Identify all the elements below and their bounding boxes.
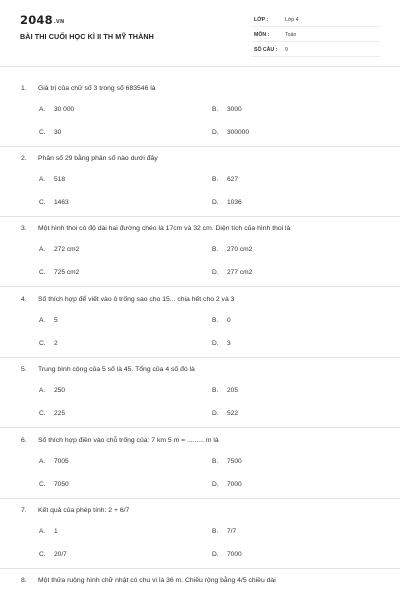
option-letter: D.	[212, 410, 219, 417]
option-b[interactable]	[212, 246, 362, 256]
option-text: 522	[227, 410, 239, 417]
option-letter: C.	[39, 199, 46, 206]
option-text: 7000	[227, 551, 242, 558]
option-text: 5	[54, 317, 58, 324]
option-b[interactable]	[212, 317, 362, 327]
question-8	[0, 569, 400, 600]
option-b[interactable]	[212, 387, 362, 397]
option-letter: D.	[212, 269, 219, 276]
question-text: Một hình thoi có độ dài hai đường chéo là 17cm và 32 cm. Diện tích của hình thoi là	[38, 225, 291, 232]
question-number: 8.	[21, 577, 27, 584]
option-text: 1036	[227, 199, 242, 206]
option-c[interactable]	[39, 269, 189, 279]
option-a[interactable]	[39, 176, 189, 186]
option-letter: A.	[39, 106, 46, 113]
option-text: 7500	[227, 458, 242, 465]
option-text: 272 cm2	[54, 246, 80, 253]
option-b[interactable]	[212, 528, 362, 538]
option-text: 0	[227, 317, 231, 324]
option-text: 1463	[54, 199, 69, 206]
option-c[interactable]	[39, 129, 189, 139]
option-letter: B.	[212, 387, 219, 394]
option-d[interactable]	[212, 129, 362, 139]
question-4	[0, 288, 400, 358]
option-text: 30 000	[54, 106, 75, 113]
question-1	[0, 77, 400, 147]
question-text: Một thửa ruộng hình chữ nhật có chu vi là 36 m. Chiều rộng bằng 4/5 chiều dài	[38, 577, 276, 584]
option-letter: B.	[212, 246, 219, 253]
option-letter: D.	[212, 199, 219, 206]
option-text: 1	[54, 528, 58, 535]
option-text: 20/7	[54, 551, 67, 558]
option-text: 725 cm2	[54, 269, 80, 276]
question-number: 4.	[21, 296, 27, 303]
option-letter: A.	[39, 317, 46, 324]
question-text: Phân số 29 bằng phân số nào dưới đây	[38, 155, 158, 162]
option-letter: B.	[212, 176, 219, 183]
option-text: 205	[227, 387, 239, 394]
logo-text: 2048	[20, 13, 53, 27]
option-text: 250	[54, 387, 66, 394]
option-letter: B.	[212, 528, 219, 535]
question-number: 1.	[21, 85, 27, 92]
option-text: 7050	[54, 481, 69, 488]
option-text: 3000	[227, 106, 242, 113]
option-letter: C.	[39, 410, 46, 417]
option-letter: A.	[39, 387, 46, 394]
option-text: 518	[54, 176, 66, 183]
option-text: 277 cm2	[227, 269, 253, 276]
option-letter: C.	[39, 481, 46, 488]
option-text: 7005	[54, 458, 69, 465]
exam-title: BÀI THI CUỐI HỌC KÌ II TH MỸ THÀNH	[20, 32, 154, 41]
option-text: 270 cm2	[227, 246, 253, 253]
option-d[interactable]	[212, 199, 362, 209]
option-text: 300000	[227, 129, 250, 136]
option-letter: B.	[212, 458, 219, 465]
option-letter: B.	[212, 106, 219, 113]
option-letter: D.	[212, 340, 219, 347]
question-3	[0, 217, 400, 287]
option-d[interactable]	[212, 551, 362, 561]
option-a[interactable]	[39, 528, 189, 538]
option-a[interactable]	[39, 106, 189, 116]
option-d[interactable]	[212, 269, 362, 279]
question-text: Kết quả của phép tính: 2 + 6/7	[38, 507, 130, 514]
option-b[interactable]	[212, 176, 362, 186]
option-text: 2	[54, 340, 58, 347]
option-c[interactable]	[39, 481, 189, 491]
question-5	[0, 358, 400, 428]
option-letter: C.	[39, 340, 46, 347]
option-c[interactable]	[39, 410, 189, 420]
question-text: Số thích hợp để viết vào ô trống sao cho 15... chia hết cho 2 và 3	[38, 296, 235, 303]
question-7	[0, 499, 400, 569]
option-letter: D.	[212, 481, 219, 488]
meta-value: Toán	[285, 32, 297, 38]
meta-value: 9	[285, 47, 288, 53]
option-a[interactable]	[39, 317, 189, 327]
meta-label: LỚP :	[254, 17, 269, 23]
option-text: 225	[54, 410, 66, 417]
exam-header	[0, 0, 400, 67]
question-text: Số thích hợp điền vào chỗ trống của: 7 km 5 m = ......... m là	[38, 437, 219, 444]
option-text: 7/7	[227, 528, 237, 535]
meta-value: Lớp 4	[285, 17, 299, 23]
option-a[interactable]	[39, 458, 189, 468]
meta-label: MÔN :	[254, 32, 270, 38]
option-letter: B.	[212, 317, 219, 324]
option-d[interactable]	[212, 340, 362, 350]
option-b[interactable]	[212, 106, 362, 116]
meta-class	[252, 15, 380, 27]
option-text: 7000	[227, 481, 242, 488]
option-letter: D.	[212, 129, 219, 136]
option-letter: A.	[39, 246, 46, 253]
option-letter: C.	[39, 269, 46, 276]
option-text: 627	[227, 176, 239, 183]
logo-suffix: .VN	[53, 19, 65, 25]
option-c[interactable]	[39, 340, 189, 350]
option-letter: A.	[39, 176, 46, 183]
option-a[interactable]	[39, 246, 189, 256]
site-logo[interactable]	[20, 13, 64, 27]
question-number: 2.	[21, 155, 27, 162]
option-letter: A.	[39, 458, 46, 465]
meta-label: SỐ CÂU :	[254, 47, 278, 53]
question-number: 5.	[21, 366, 27, 373]
question-number: 6.	[21, 437, 27, 444]
option-d[interactable]	[212, 481, 362, 491]
option-a[interactable]	[39, 387, 189, 397]
question-text: Giá trị của chữ số 3 trong số 683546 là	[38, 85, 156, 92]
meta-question-count	[252, 45, 380, 57]
option-c[interactable]	[39, 199, 189, 209]
question-text: Trung bình cộng của 5 số là 45. Tổng của 4 số đó là	[38, 366, 195, 373]
option-letter: D.	[212, 551, 219, 558]
option-text: 30	[54, 129, 62, 136]
meta-subject	[252, 30, 380, 42]
option-letter: C.	[39, 551, 46, 558]
question-number: 3.	[21, 225, 27, 232]
option-d[interactable]	[212, 410, 362, 420]
question-6	[0, 429, 400, 499]
option-text: 3	[227, 340, 231, 347]
option-b[interactable]	[212, 458, 362, 468]
question-number: 7.	[21, 507, 27, 514]
question-2	[0, 147, 400, 217]
option-letter: A.	[39, 528, 46, 535]
option-c[interactable]	[39, 551, 189, 561]
option-letter: C.	[39, 129, 46, 136]
